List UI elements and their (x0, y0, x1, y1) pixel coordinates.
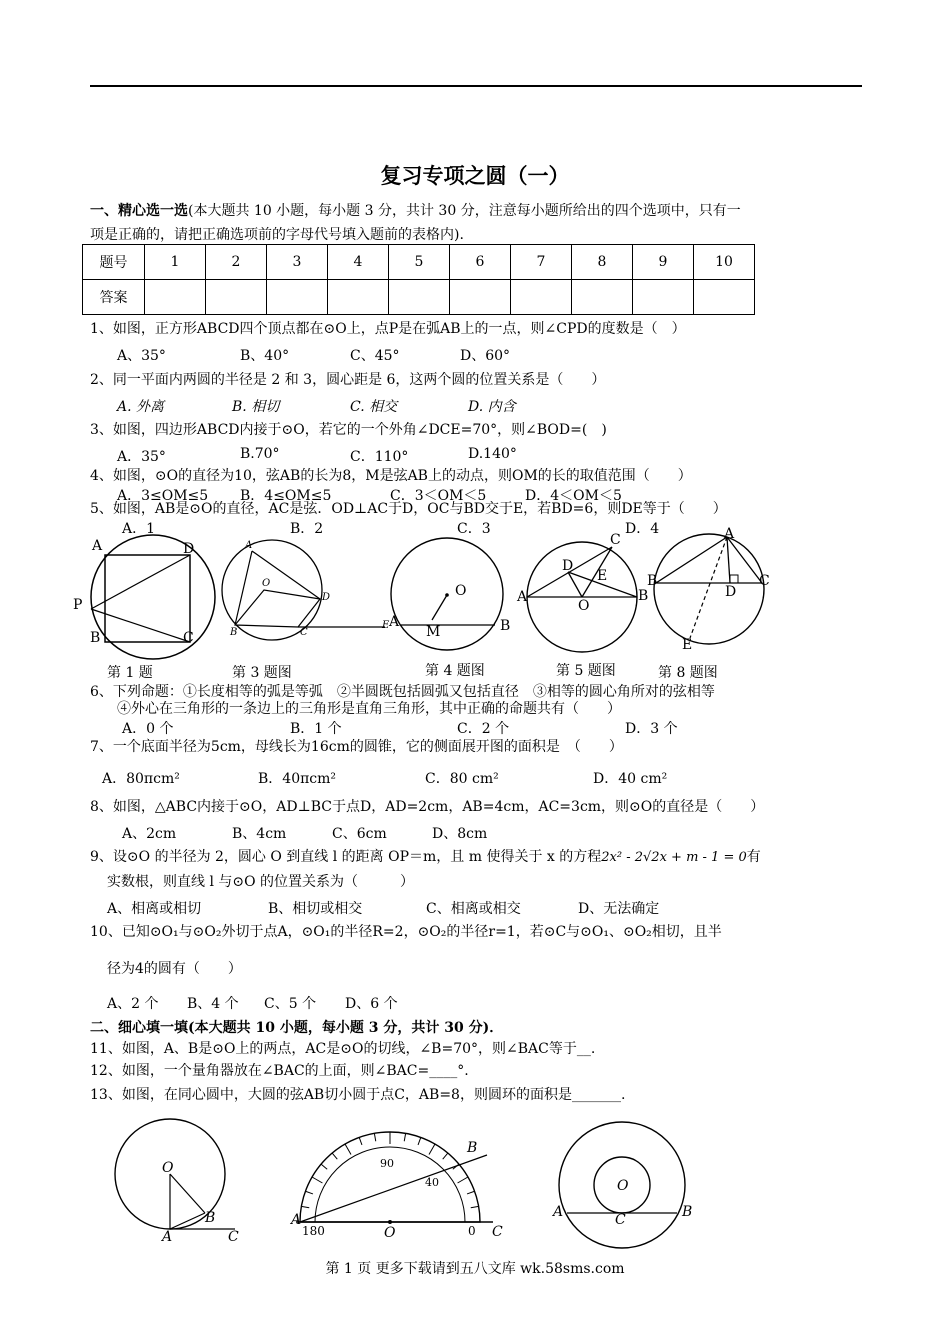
question-6-line-1: 6、下列命题：①长度相等的弧是等弧 ②半圆既包括圆弧又包括直径 ③相等的圆心角所对的弦相等 (90, 684, 715, 700)
q10-option-b: B、4 个 (187, 996, 239, 1012)
fig8-label-a: A (724, 526, 735, 542)
fig1-label-p: P (73, 597, 83, 613)
fig5-label-c: C (610, 532, 621, 548)
question-9-line-2: 实数根，则直线 l 与⊙O 的位置关系为（ ） (107, 874, 415, 890)
fig4-label-b: B (500, 618, 511, 634)
q8-option-b: B、4cm (232, 826, 287, 842)
q4-option-a: A．3≤OM≤5 (117, 488, 209, 504)
section1-note-1: (本大题共 10 小题，每小题 3 分，共计 30 分，注意每小题所给出的四个选项中，只有一 (188, 203, 741, 219)
q1-option-b: B、40° (240, 348, 290, 364)
fig12-label-c: C (492, 1224, 503, 1240)
section1-heading: 一、精心选一选 (90, 203, 188, 219)
question-8: 8、如图，△ABC内接于⊙O，AD⊥BC于点D，AD=2cm，AB=4cm，AC=3cm，则⊙O的直径是（ ） (90, 799, 765, 815)
fig11-label-a: A (162, 1229, 173, 1245)
q8-option-c: C、6cm (332, 826, 387, 842)
fig8-label-e: E (682, 637, 693, 653)
question-3: 3、如图，四边形ABCD内接于⊙O，若它的一个外角∠DCE=70°，则∠BOD=( ) (90, 422, 607, 438)
q8-option-d: D、8cm (432, 826, 488, 842)
fig8-caption: 第 8 题图 (658, 665, 718, 681)
q5-option-c: C．3 (457, 521, 491, 537)
fig3-label-d: D (322, 592, 331, 603)
q9-tail: 有 (746, 849, 761, 865)
question-13: 13、如图，在同心圆中，大圆的弦AB切小圆于点C，AB=8，则圆环的面积是_______. (90, 1087, 626, 1103)
fig13-label-b: B (682, 1204, 693, 1220)
fig12-label-b: B (467, 1140, 478, 1156)
q3-option-a: A．35° (117, 449, 166, 465)
question-10-line-2: 径为4的圆有（ ） (107, 961, 242, 977)
fig12-label-90: 90 (380, 1157, 394, 1170)
fig4-label-a: A (389, 614, 400, 630)
q10-option-d: D、6 个 (345, 996, 398, 1012)
fig3-label-a: A (245, 540, 253, 551)
fig5-label-o: O (578, 598, 590, 614)
fig1-label-d: D (183, 541, 195, 557)
q6-option-d: D．3 个 (625, 721, 678, 737)
fig11-label-b: B (205, 1210, 216, 1226)
q3-option-c: C．110° (350, 449, 409, 465)
fig3-caption: 第 3 题图 (232, 665, 292, 681)
fig4-label-m: M (426, 624, 441, 640)
question-5: 5、如图，AB是⊙O的直径，AC是弦．OD⊥AC于D，OC与BD交于E，若BD=6，则DE等于（ ） (90, 501, 727, 517)
q8-option-a: A、2cm (122, 826, 177, 842)
table-cell: 10 (694, 245, 755, 280)
table-cell: 7 (511, 245, 572, 280)
fig12-label-180: 180 (302, 1224, 325, 1238)
fig13-label-c: C (615, 1212, 626, 1228)
fig11-label-c: C (228, 1229, 239, 1245)
question-11: 11、如图，A、B是⊙O上的两点，AC是⊙O的切线，∠B=70°，则∠BAC等于__. (90, 1041, 596, 1057)
q10-option-c: C、5 个 (264, 996, 317, 1012)
fig5-label-e: E (597, 568, 608, 584)
fig5-label-b: B (638, 588, 649, 604)
fig5-label-a: A (517, 589, 528, 605)
q9-option-a: A、相离或相切 (107, 901, 202, 917)
fig1-label-c: C (183, 630, 194, 646)
fig12-label-o: O (384, 1225, 396, 1241)
q7-option-a: A．80πcm² (102, 771, 180, 787)
q2-option-c: C. 相交 (350, 399, 398, 415)
q9-option-c: C、相离或相交 (426, 901, 521, 917)
fig13-label-o: O (617, 1178, 629, 1194)
q7-option-b: B．40πcm² (258, 771, 337, 787)
fig5-label-d: D (562, 558, 574, 574)
question-1: 1、如图，正方形ABCD四个顶点都在⊙O上，点P是在弧AB上的一点，则∠CPD的度数是（ ） (90, 321, 686, 337)
q4-option-c: C．3＜OM＜5 (390, 488, 487, 504)
q2-option-a: A. 外离 (117, 399, 165, 415)
q6-option-c: C．2 个 (457, 721, 510, 737)
fig4-caption: 第 4 题图 (425, 663, 485, 679)
question-10-line-1: 10、已知⊙O₁与⊙O₂外切于点A，⊙O₁的半径R=2，⊙O₂的半径r=1，若⊙C与⊙O₁、⊙O₂相切，且半 (90, 924, 722, 940)
fig3-label-o: O (262, 578, 271, 589)
page-title: 复习专项之圆（一） (380, 164, 570, 188)
question-4: 4、如图，⊙O的直径为10，弦AB的长为8，M是弦AB上的动点，则OM的长的取值范围（ ） (90, 468, 692, 484)
section2-heading: 二、细心填一填(本大题共 10 小题，每小题 3 分，共计 30 分)． (90, 1020, 504, 1036)
table-cell: 3 (267, 245, 328, 280)
table-cell: 9 (633, 245, 694, 280)
table-cell: 5 (389, 245, 450, 280)
q9-option-d: D、无法确定 (578, 901, 660, 917)
question-12: 12、如图，一个量角器放在∠BAC的上面，则∠BAC=____°. (90, 1063, 469, 1079)
q2-option-b: B. 相切 (232, 399, 280, 415)
fig13-label-a: A (553, 1204, 564, 1220)
fig5-caption: 第 5 题图 (556, 663, 616, 679)
table-cell: 1 (145, 245, 206, 280)
fig4-label-o: O (455, 583, 467, 599)
q1-option-d: D、60° (460, 348, 511, 364)
question-7: 7、一个底面半径为5cm，母线长为16cm的圆锥，它的侧面展开图的面积是 （ ） (90, 739, 623, 755)
fig12-label-0: 0 (468, 1224, 476, 1238)
table-header: 题号 (83, 245, 145, 280)
q5-option-a: A．1 (122, 521, 156, 537)
table-cell: 4 (328, 245, 389, 280)
q10-option-a: A、2 个 (107, 996, 159, 1012)
table-header: 答案 (83, 280, 145, 315)
q1-option-c: C、45° (350, 348, 400, 364)
fig8-label-b: B (647, 573, 658, 589)
table-cell: 2 (206, 245, 267, 280)
fig11-label-o: O (162, 1160, 174, 1176)
table-cell: 8 (572, 245, 633, 280)
q9-stem: 9、设⊙O 的半径为 2，圆心 O 到直线 l 的距离 OP＝m，且 m 使得关于 x 的方程 (90, 849, 602, 865)
q6-option-b: B．1 个 (290, 721, 342, 737)
q4-option-b: B．4≤OM≤5 (240, 488, 332, 504)
q7-option-c: C．80 cm² (425, 771, 499, 787)
section1-note-2: 项是正确的，请把正确选项前的字母代号填入题前的表格内). (90, 227, 464, 243)
q1-option-a: A、35° (117, 348, 166, 364)
fig3-label-b: B (230, 627, 238, 638)
q2-option-d: D. 内含 (468, 399, 516, 415)
q3-option-d: D.140° (468, 446, 517, 462)
fig3-label-c: C (300, 627, 308, 638)
fig12-label-a: A (291, 1212, 302, 1228)
q3-option-b: B.70° (240, 446, 280, 462)
question-6-line-2: ④外心在三角形的一条边上的三角形是直角三角形，其中正确的命题共有（ ） (117, 701, 621, 717)
fig8-label-c: C (759, 573, 770, 589)
q6-option-a: A．0 个 (122, 721, 174, 737)
table-cell: 6 (450, 245, 511, 280)
q5-option-b: B．2 (290, 521, 324, 537)
q5-option-d: D．4 (625, 521, 660, 537)
question-2: 2、同一平面内两圆的半径是 2 和 3，圆心距是 6，这两个圆的位置关系是（ ） (90, 372, 606, 388)
fig1-label-a: A (92, 538, 103, 554)
fig12-label-40: 40 (425, 1176, 439, 1189)
fig1-caption: 第 1 题 (107, 665, 153, 681)
fig3-label-e: E (382, 620, 390, 631)
fig1-label-b: B (90, 630, 101, 646)
page-footer: 第 1 页 更多下载请到五八文库 wk.58sms.com (325, 1261, 625, 1277)
q9-equation: 2x² - 2√2x + m - 1 = 0 (601, 850, 747, 865)
q4-option-d: D．4＜OM＜5 (525, 488, 622, 504)
q9-option-b: B、相切或相交 (268, 901, 363, 917)
q7-option-d: D．40 cm² (593, 771, 668, 787)
fig8-label-d: D (725, 584, 737, 600)
